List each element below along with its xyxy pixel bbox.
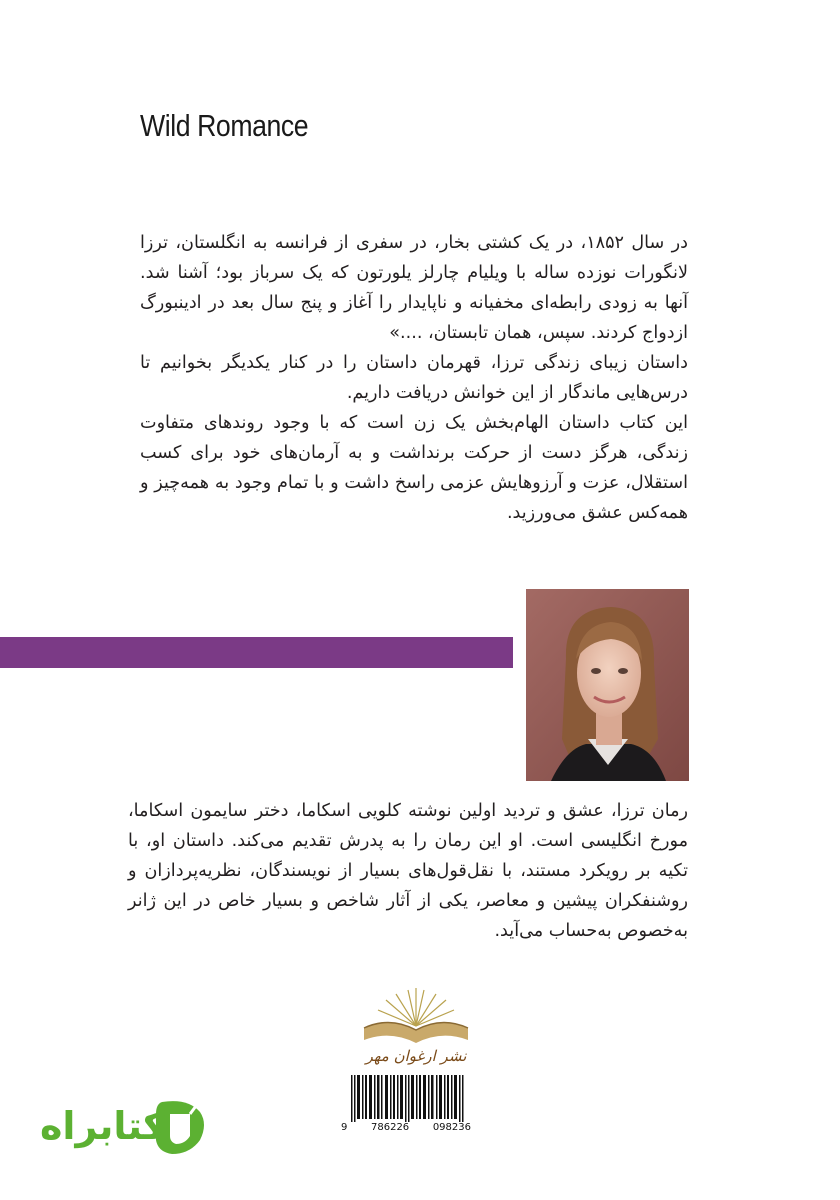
isbn-digit-group: 9 — [341, 1122, 348, 1133]
open-book-icon — [356, 988, 476, 1048]
book-title: Wild Romance — [140, 108, 309, 143]
synopsis-paragraph: این کتاب داستان الهام‌بخش یک زن است که با وجود روندهای متفاوت زندگی، هرگز دست از حرکت برنداشت و به آرمان‌های خود برای کسب استقلال، عزت و آرزوهایش عزمی راسخ داشت و با تمام وجود به همه‌چیز و همه‌کس عشق می‌ورزید. — [140, 413, 688, 523]
synopsis-paragraph: در سال ۱۸۵۲، در یک کشتی بخار، در سفری از فرانسه به انگلستان، ترزا لانگورات نوزده ساله با ویلیام چارلز یلورتون که یک سرباز بود؛ آشنا شد. آنها به زودی رابطه‌ای مخفیانه و ناپایدار را آغاز و پنج سال بعد در ادینبورگ ازدواج کردند. سپس، همان تابستان، ....» — [140, 233, 689, 343]
ketabrah-wordmark: کتابراه — [40, 1104, 166, 1148]
publisher-name: نشر ارغوان مهر — [365, 1047, 467, 1065]
isbn-digits — [341, 1122, 471, 1133]
author-photo — [526, 589, 689, 781]
synopsis-text — [140, 228, 688, 528]
publisher-logo — [356, 988, 476, 1080]
author-bio: رمان ترزا، عشق و تردید اولین نوشته کلویی اسکاما، دختر سایمون اسکاما، مورخ انگلیسی است. او این رمان را به پدرش تقدیم می‌کند. داستان او، با تکیه بر رویکرد مستند، با نقل‌قول‌های بسیار از نویسندگان، نظریه‌پردازان و روشنفکران پیشین و معاصر، یکی از آثار شاخص و بسیار خاص در این ژانر به‌خصوص به‌حساب می‌آید. — [128, 801, 688, 941]
isbn-digit-group: 786226 — [371, 1122, 410, 1133]
accent-bar — [0, 637, 513, 668]
isbn-digit-group: 098236 — [432, 1122, 471, 1133]
synopsis-paragraph: داستان زیبای زندگی ترزا، قهرمان داستان را در کنار یکدیگر بخوانیم تا درس‌هایی ماندگار از این خوانش دریافت داریم. — [140, 353, 688, 403]
